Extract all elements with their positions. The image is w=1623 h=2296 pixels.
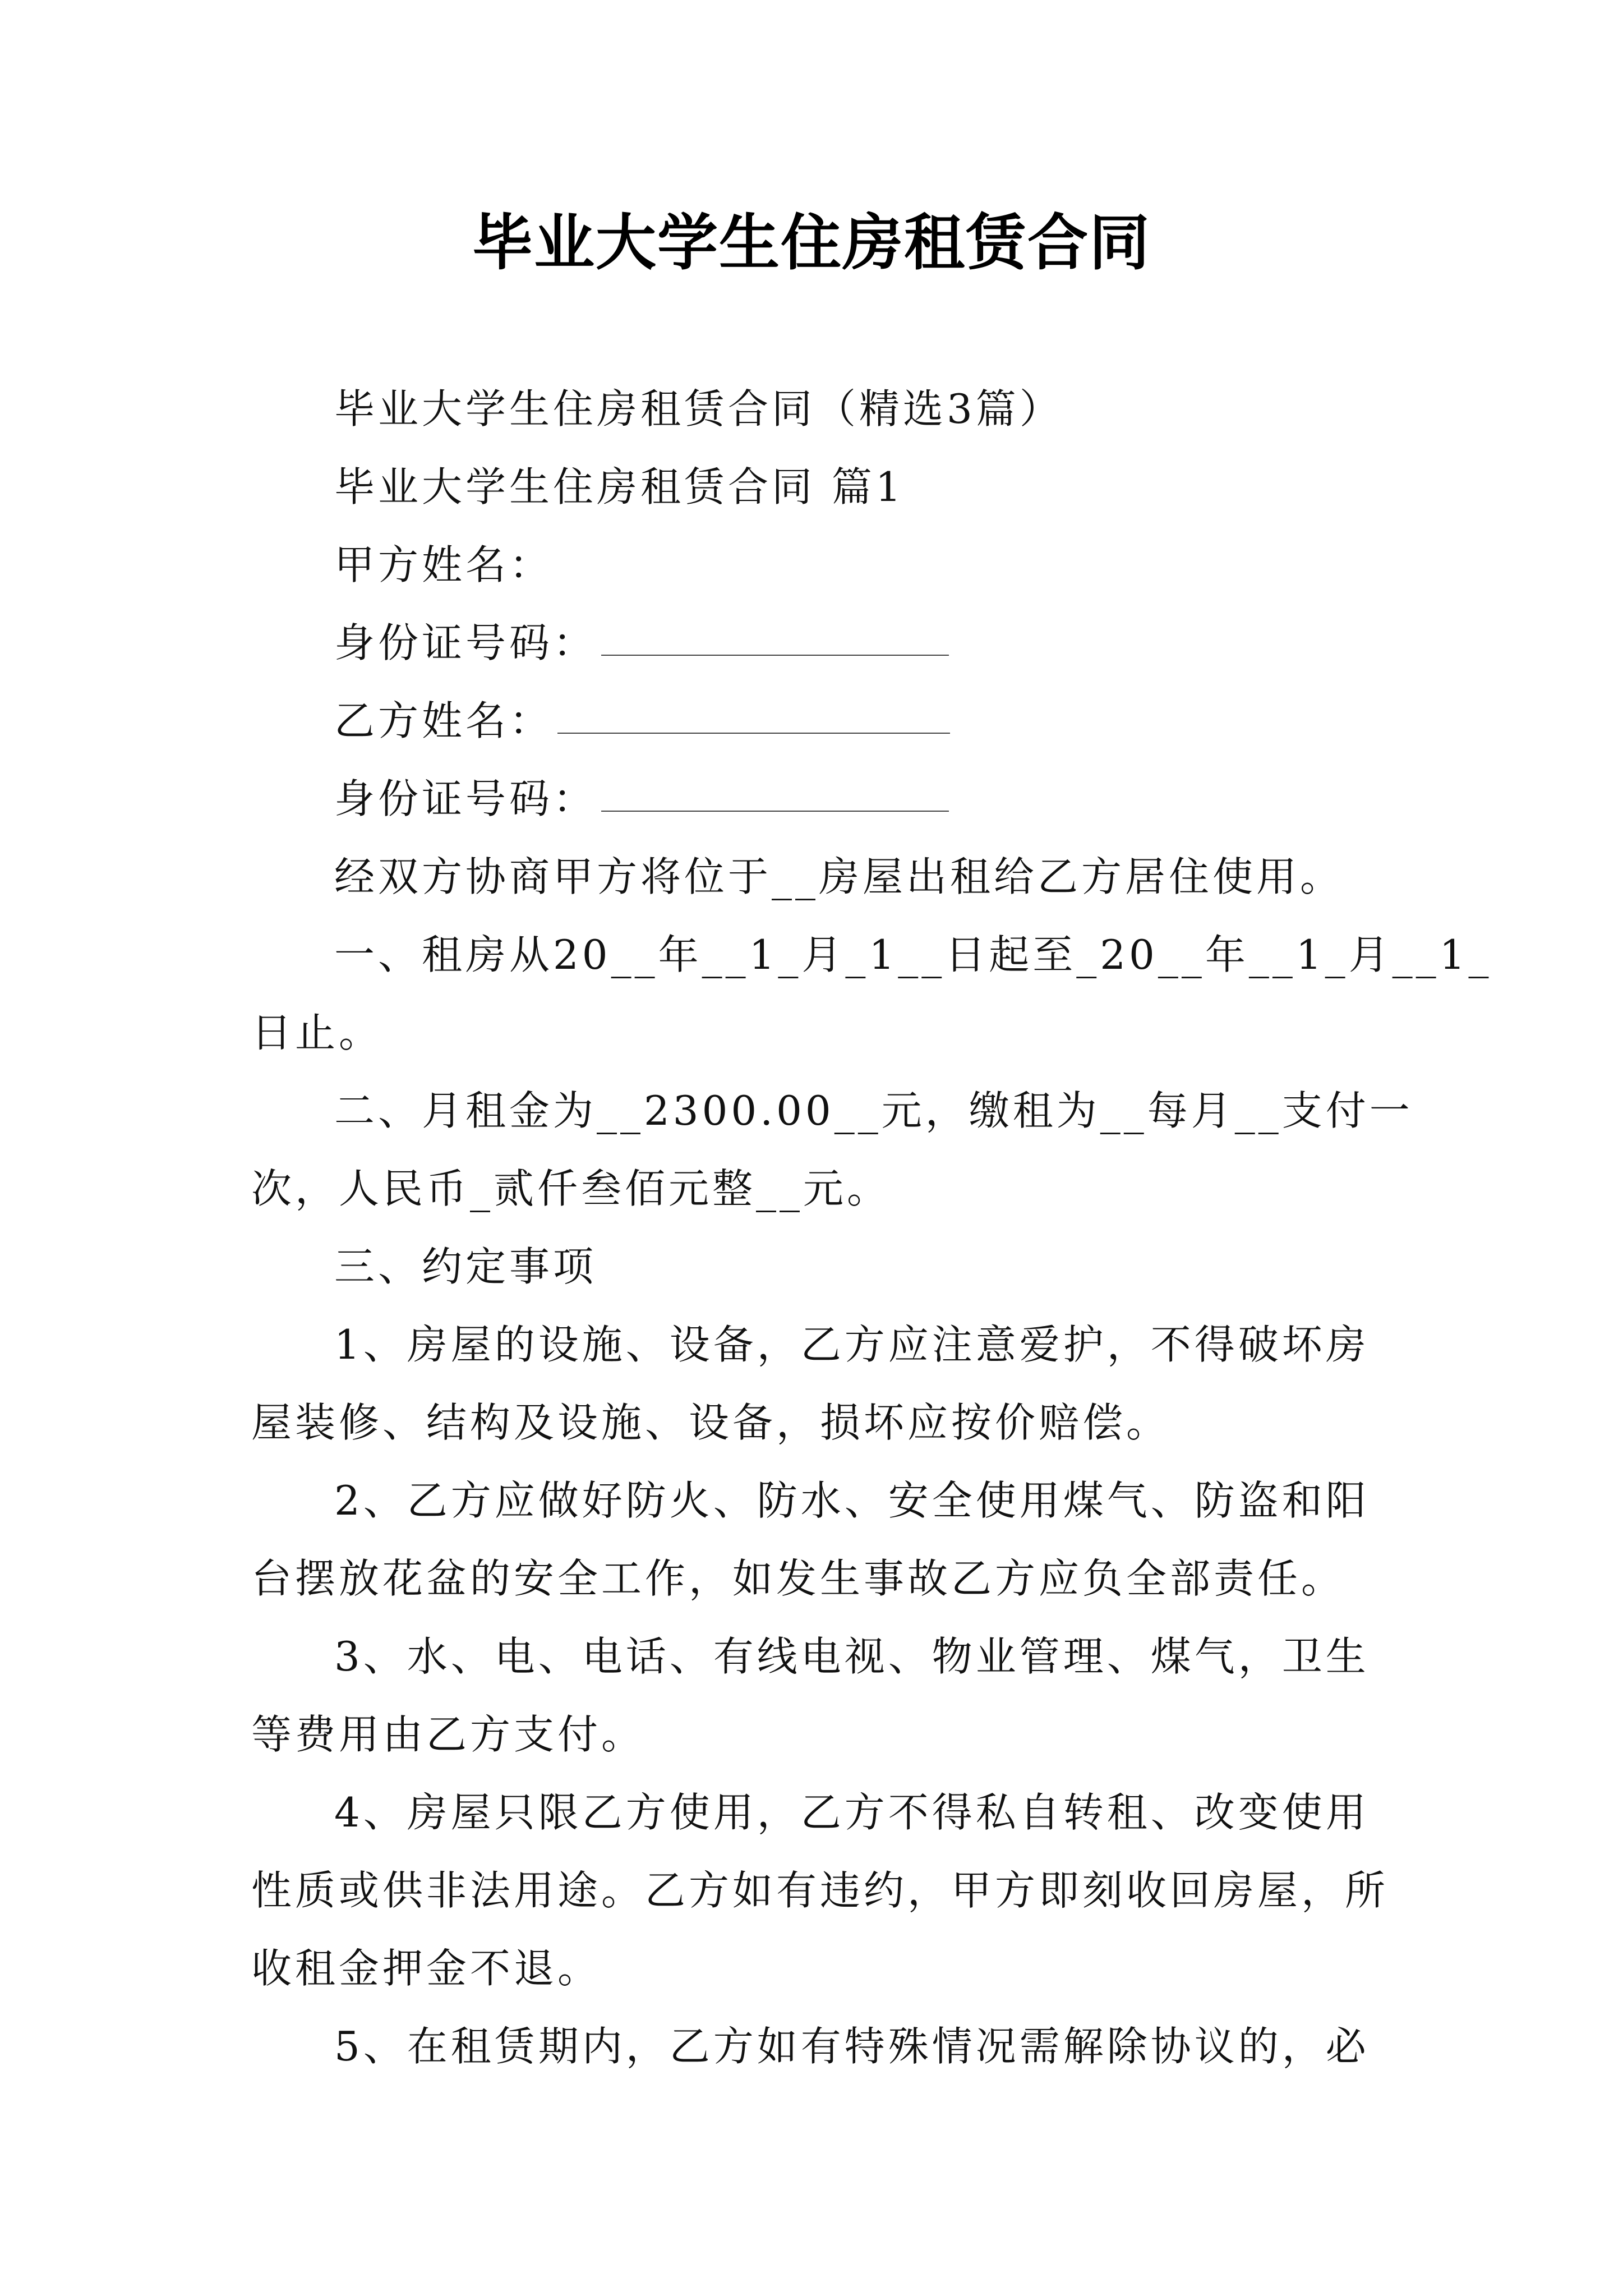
party-b-name-label: 乙方姓名： <box>334 697 554 744</box>
party-b-id-field <box>251 760 1384 838</box>
party-a-id-label: 身份证号码： <box>334 619 597 666</box>
item-5-line-1: 5、在租赁期内，乙方如有特殊情况需解除协议的，必 <box>334 2023 1370 2070</box>
document-body <box>251 370 1492 2086</box>
party-a-id-blank <box>601 654 949 656</box>
item-1-line-2: 屋装修、结构及设施、设备，损坏应按价赔偿。 <box>251 1399 1170 1446</box>
item-2-line-2: 台摆放花盆的安全工作，如发生事故乙方应负全部责任。 <box>251 1555 1345 1602</box>
section-heading: 毕业大学生住房租赁合同 篇1 <box>334 463 905 510</box>
party-b-id-blank <box>601 810 949 812</box>
party-a-id-field <box>251 604 1384 682</box>
party-b-name-blank <box>557 732 950 734</box>
item-4-line-3: 收租金押金不退。 <box>251 1945 602 1992</box>
item-1-line-1: 1、房屋的设施、设备，乙方应注意爱护，不得破坏房 <box>334 1321 1370 1368</box>
clause-3-heading: 三、约定事项 <box>334 1243 597 1290</box>
document-title: 毕业大学生住房租赁合同 <box>472 208 1151 278</box>
item-3-line-2: 等费用由乙方支付。 <box>251 1711 645 1758</box>
party-b-name-field <box>251 682 1384 760</box>
clause-1-line-1: 一、租房从20__年__1_月_1__日起至_20__年__1_月__1_ <box>334 931 1492 978</box>
document-subtitle: 毕业大学生住房租赁合同（精选3篇） <box>334 385 1063 432</box>
item-3-line-1: 3、水、电、电话、有线电视、物业管理、煤气，卫生 <box>334 1633 1370 1680</box>
party-b-id-label: 身份证号码： <box>334 775 597 822</box>
item-2-line-1: 2、乙方应做好防火、防水、安全使用煤气、防盗和阳 <box>334 1477 1370 1524</box>
item-4-line-2: 性质或供非法用途。乙方如有违约，甲方即刻收回房屋，所 <box>251 1867 1389 1914</box>
item-4-line-1: 4、房屋只限乙方使用，乙方不得私自转租、改变使用 <box>334 1789 1370 1836</box>
clause-2-line-2: 次，人民币_贰仟叁佰元整__元。 <box>251 1165 891 1212</box>
intro-paragraph: 经双方协商甲方将位于__房屋出租给乙方居住使用。 <box>334 853 1344 900</box>
party-a-name-label: 甲方姓名： <box>334 541 554 588</box>
party-a-name-field <box>251 526 1384 604</box>
clause-1-line-2: 日止。 <box>251 1009 383 1056</box>
clause-2-line-1: 二、月租金为__2300.00__元，缴租为__每月__支付一 <box>334 1087 1413 1134</box>
